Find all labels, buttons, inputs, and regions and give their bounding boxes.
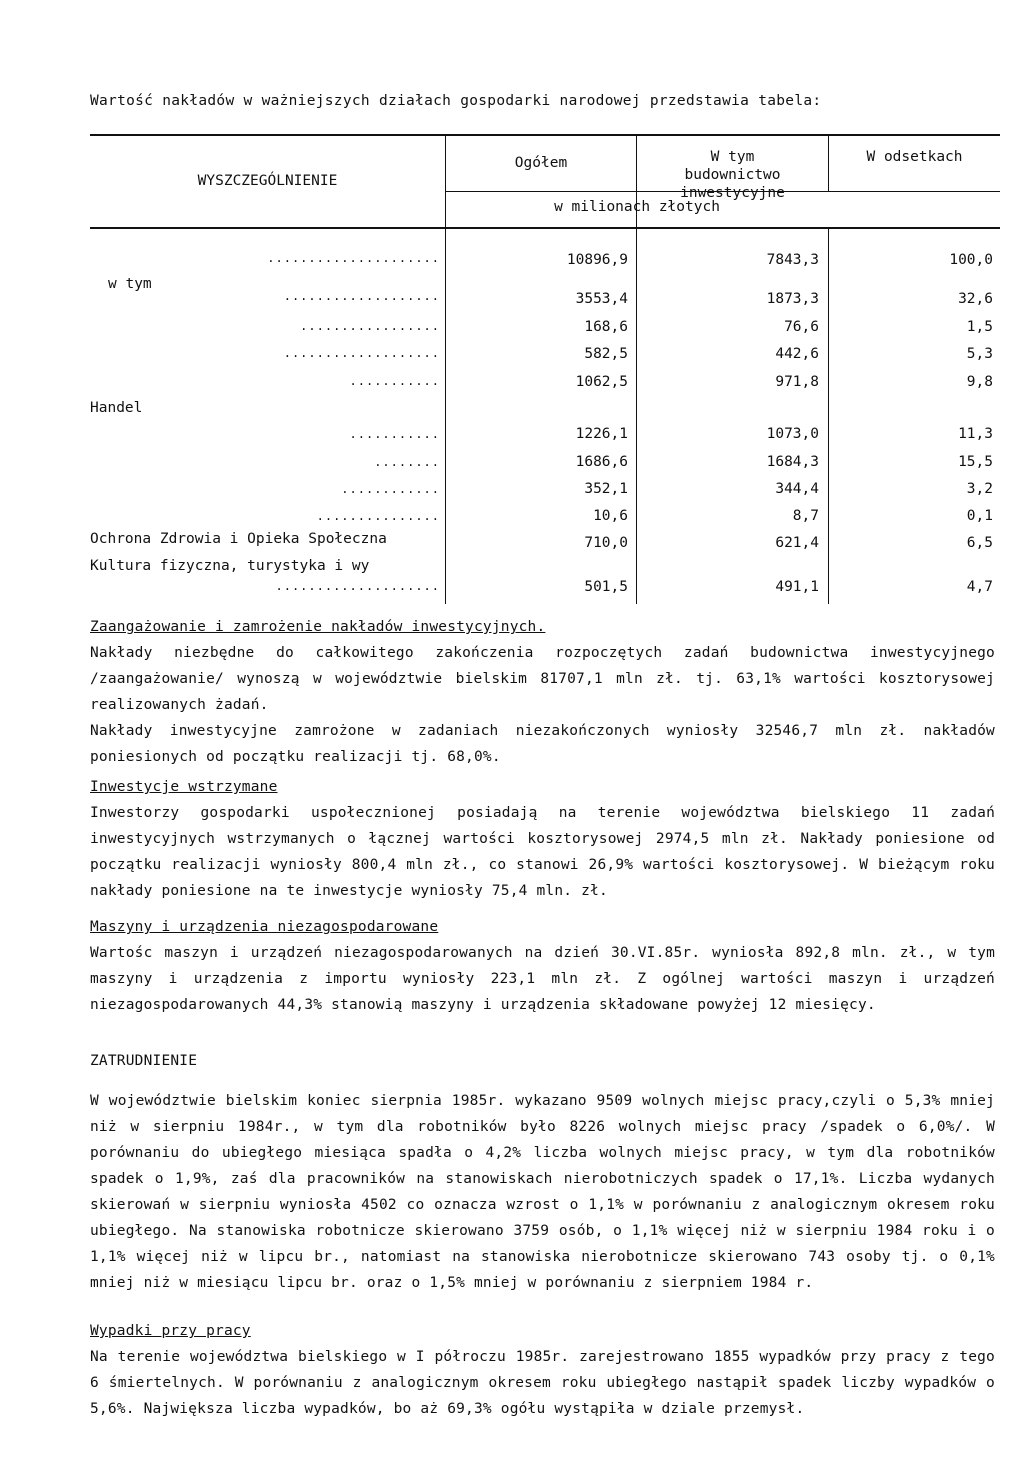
paragraph: Na terenie województwa bielskiego w I półroczu 1985r. zarejestrowano 1855 wypadków przy pracy z tego 6 śmiertelnych. W porównaniu z analogicznym okresem roku ubiegłego nastąpił spadek liczby wypadków o 5,6%. Największa liczba wypadków, bo aż 69,3% ogółu wystąpiła w dziale przemysł. <box>90 1349 995 1417</box>
investment-table <box>90 134 1000 604</box>
section-wypadki <box>90 1318 995 1422</box>
header-construction: W tym budownictwo inwestycyjne <box>680 149 785 201</box>
label-handel: Handel <box>90 400 143 416</box>
paragraph: Wartośc maszyn i urządzeń niezagospodarowanych na dzień 30.VI.85r. wyniosła 892,8 mln. zł., w tym maszyny i urządzenia z importu wyniosły 223,1 mln zł. Z ogólnej wartości maszyn i urządzeń niezagospodarowanych 44,3% stanowią maszyny i urządzenia składowane powyżej 12 miesięcy. <box>90 945 995 1013</box>
row-9-construction: 621,4 <box>775 535 819 551</box>
label-ochrona: Ochrona Zdrowia i Opieka Społeczna <box>90 531 387 547</box>
row-1-percent: 32,6 <box>958 291 993 307</box>
section-title: Wypadki przy pracy <box>90 1323 251 1339</box>
section-zatrudnienie <box>90 1048 995 1296</box>
paragraph: Inwestorzy gospodarki uspołecznionej posiadają na terenie województwa bielskiego 11 zadań inwestycyjnych wstrzymanych o łącznej wartości kosztorysowej 2974,5 mln zł. Nakłady poniesione od początku realizacji wyniosły 800,4 mln zł., co stanowi 26,9% wartości kosztorysowej. W bieżącym roku nakłady poniesione na te inwestycje wyniosły 75,4 mln. zł. <box>90 805 995 899</box>
intro-text: Wartość nakładów w ważniejszych działach gospodarki narodowej przedstawia tabela: <box>90 93 822 109</box>
row-5-construction: 1073,0 <box>766 426 819 442</box>
row-2-construction: 76,6 <box>784 319 819 335</box>
leader-dots: ..................... ................... ................. ................... ........... ........... ........ ............ ............... .................... <box>267 251 440 593</box>
header-total: Ogółem <box>514 155 568 171</box>
row-1-construction: 1873,3 <box>766 291 819 307</box>
row-8-total: 10,6 <box>593 508 628 524</box>
row-3-construction: 442,6 <box>775 346 819 362</box>
row-4-construction: 971,8 <box>775 374 819 390</box>
row-5-total: 1226,1 <box>575 426 628 442</box>
row-9-percent: 6,5 <box>966 535 993 551</box>
paragraph: Nakłady inwestycyjne zamrożone w zadaniach niezakończonych wyniosły 32546,7 mln zł. nakładów poniesionych od początku realizacji tj. 68,0%. <box>90 723 995 765</box>
row-8-construction: 8,7 <box>792 508 819 524</box>
section-title: Inwestycje wstrzymane <box>90 779 278 795</box>
row-4-percent: 9,8 <box>966 374 993 390</box>
row-4-total: 1062,5 <box>575 374 628 390</box>
row-10-construction: 491,1 <box>775 579 819 595</box>
row-3-total: 582,5 <box>584 346 628 362</box>
section-title: Maszyny i urządzenia niezagospodarowane <box>90 919 439 935</box>
row-6-total: 1686,6 <box>575 454 628 470</box>
table-top-rule <box>90 134 1000 136</box>
row-7-total: 352,1 <box>584 481 628 497</box>
row-0-percent: 100,0 <box>949 252 993 268</box>
row-7-percent: 3,2 <box>966 481 993 497</box>
row-10-total: 501,5 <box>584 579 628 595</box>
label-kultura: Kultura fizyczna, turystyka i wy <box>90 558 370 574</box>
header-first: WYSZCZEGÓLNIENIE <box>197 173 338 189</box>
row-10-percent: 4,7 <box>966 579 993 595</box>
row-5-percent: 11,3 <box>958 426 993 442</box>
row-2-total: 168,6 <box>584 319 628 335</box>
section-title: ZATRUDNIENIE <box>90 1053 198 1069</box>
row-3-percent: 5,3 <box>966 346 993 362</box>
row-2-percent: 1,5 <box>966 319 993 335</box>
row-7-construction: 344,4 <box>775 481 819 497</box>
row-8-percent: 0,1 <box>966 508 993 524</box>
section-title: Zaangażowanie i zamrożenie nakładów inwestycyjnych. <box>90 619 546 635</box>
paragraph: W województwie bielskim koniec sierpnia 1985r. wykazano 9509 wolnych miejsc pracy,czyli o 5,3% mniej niż w sierpniu 1984r., w tym dla robotników było 8226 wolnych miejsc pracy /spadek o 6,0%/. W porównaniu do ubiegłego miesiąca spadła o 4,2% liczba wolnych miejsc pracy, w tym dla robotników spadek o 1,9%, zaś dla pracowników na stanowiskach nierobotniczych spadek o 17,1%. Liczba wydanych skierowań w sierpniu wyniosła 4502 co oznacza wzrost o 1,1% w porównaniu z analogicznym okresem roku ubiegłego. Na stanowiska robotnicze skierowano 3759 osób, o 1,1% więcej niż w sierpniu 1984 roku i o 1,1% więcej niż w lipcu br., natomiast na stanowiska nierobotnicze skierowano 743 osoby tj. o 0,1% mniej niż w miesiącu lipcu br. oraz o 1,5% mniej w porównaniu z sierpniem 1984 r. <box>90 1093 995 1291</box>
section-zaangazowanie <box>90 614 995 770</box>
section-wstrzymane <box>90 774 995 904</box>
row-6-percent: 15,5 <box>958 454 993 470</box>
row-6-construction: 1684,3 <box>766 454 819 470</box>
paragraph: Nakłady niezbędne do całkowitego zakończenia rozpoczętych zadań budownictwa inwestycyjnego /zaangażowanie/ wynoszą w województwie bielskim 81707,1 mln zł. tj. 63,1% wartości kosztorysowej realizowanych żadań. <box>90 645 995 713</box>
row-0-construction: 7843,3 <box>766 252 819 268</box>
row-9-total: 710,0 <box>584 535 628 551</box>
header-percent: W odsetkach <box>866 149 963 165</box>
label-w-tym: w tym <box>108 276 152 292</box>
header-unit: w milionach złotych <box>554 199 720 215</box>
section-maszyny <box>90 914 995 1018</box>
row-1-total: 3553,4 <box>575 291 628 307</box>
row-0-total: 10896,9 <box>566 252 628 268</box>
